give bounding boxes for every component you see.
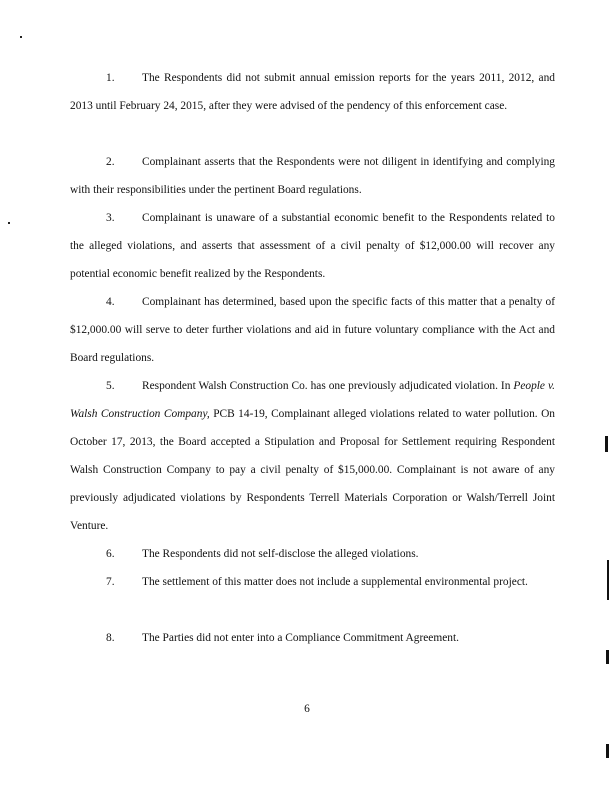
paragraph-number: 2. (106, 156, 115, 168)
paragraph-text-before-case: Respondent Walsh Construction Co. has one previously adjudicated violation. In (142, 380, 514, 392)
paragraph-number: 8. (106, 632, 115, 644)
paragraph-number: 1. (106, 72, 115, 84)
paragraph-number: 7. (106, 576, 115, 588)
paragraph-number: 3. (106, 212, 115, 224)
paragraph-number: 5. (106, 380, 115, 392)
scan-speck (8, 222, 10, 224)
paragraph-number: 6. (106, 548, 115, 560)
paragraph-text: The Respondents did not submit annual emission reports for the years 2011, 2012, and 2013 until February 24, 2015, after they were advised of the pendency of this enforcement case. (70, 72, 555, 112)
paragraph-3 (70, 204, 555, 288)
paragraph-2 (70, 148, 555, 204)
paragraph-5 (70, 372, 555, 540)
paragraph-1 (70, 64, 555, 120)
scan-edge-mark (606, 650, 609, 664)
paragraph-6 (70, 540, 555, 568)
paragraph-8 (70, 624, 555, 652)
paragraph-text: Complainant has determined, based upon the specific facts of this matter that a penalty of $12,000.00 will serve to deter further violations and aid in future voluntary compliance with the Act and Board regulations. (70, 296, 555, 364)
scan-edge-mark (607, 560, 609, 600)
paragraph-text-after-case: PCB 14-19, Complainant alleged violations related to water pollution. On October 17, 2013, the Board accepted a Stipulation and Proposal for Settlement requiring Respondent Walsh Construction Company to pay a civil penalty of $15,000.00. Complainant is not aware of any previously adjudicated violations by Respondents Terrell Materials Corporation or Walsh/Terrell Joint Venture. (70, 408, 555, 532)
paragraph-text: Complainant asserts that the Respondents were not diligent in identifying and complying with their responsibilities under the pertinent Board regulations. (70, 156, 555, 196)
paragraph-7 (70, 568, 555, 596)
paragraph-number: 4. (106, 296, 115, 308)
scan-edge-mark (605, 436, 608, 452)
paragraph-text: The settlement of this matter does not include a supplemental environmental project. (142, 576, 528, 588)
case-citation: People v. Walsh Construction Company, (70, 380, 555, 420)
paragraph-text: The Respondents did not self-disclose the alleged violations. (142, 548, 419, 560)
scan-edge-mark (606, 744, 609, 758)
paragraph-text: Complainant is unaware of a substantial economic benefit to the Respondents related to the alleged violations, and asserts that assessment of a civil penalty of $12,000.00 will recover any potential economic benefit realized by the Respondents. (70, 212, 555, 280)
page-number: 6 (304, 703, 310, 715)
scan-speck (20, 36, 22, 38)
paragraph-4 (70, 288, 555, 372)
paragraph-text: The Parties did not enter into a Compliance Commitment Agreement. (142, 632, 459, 644)
